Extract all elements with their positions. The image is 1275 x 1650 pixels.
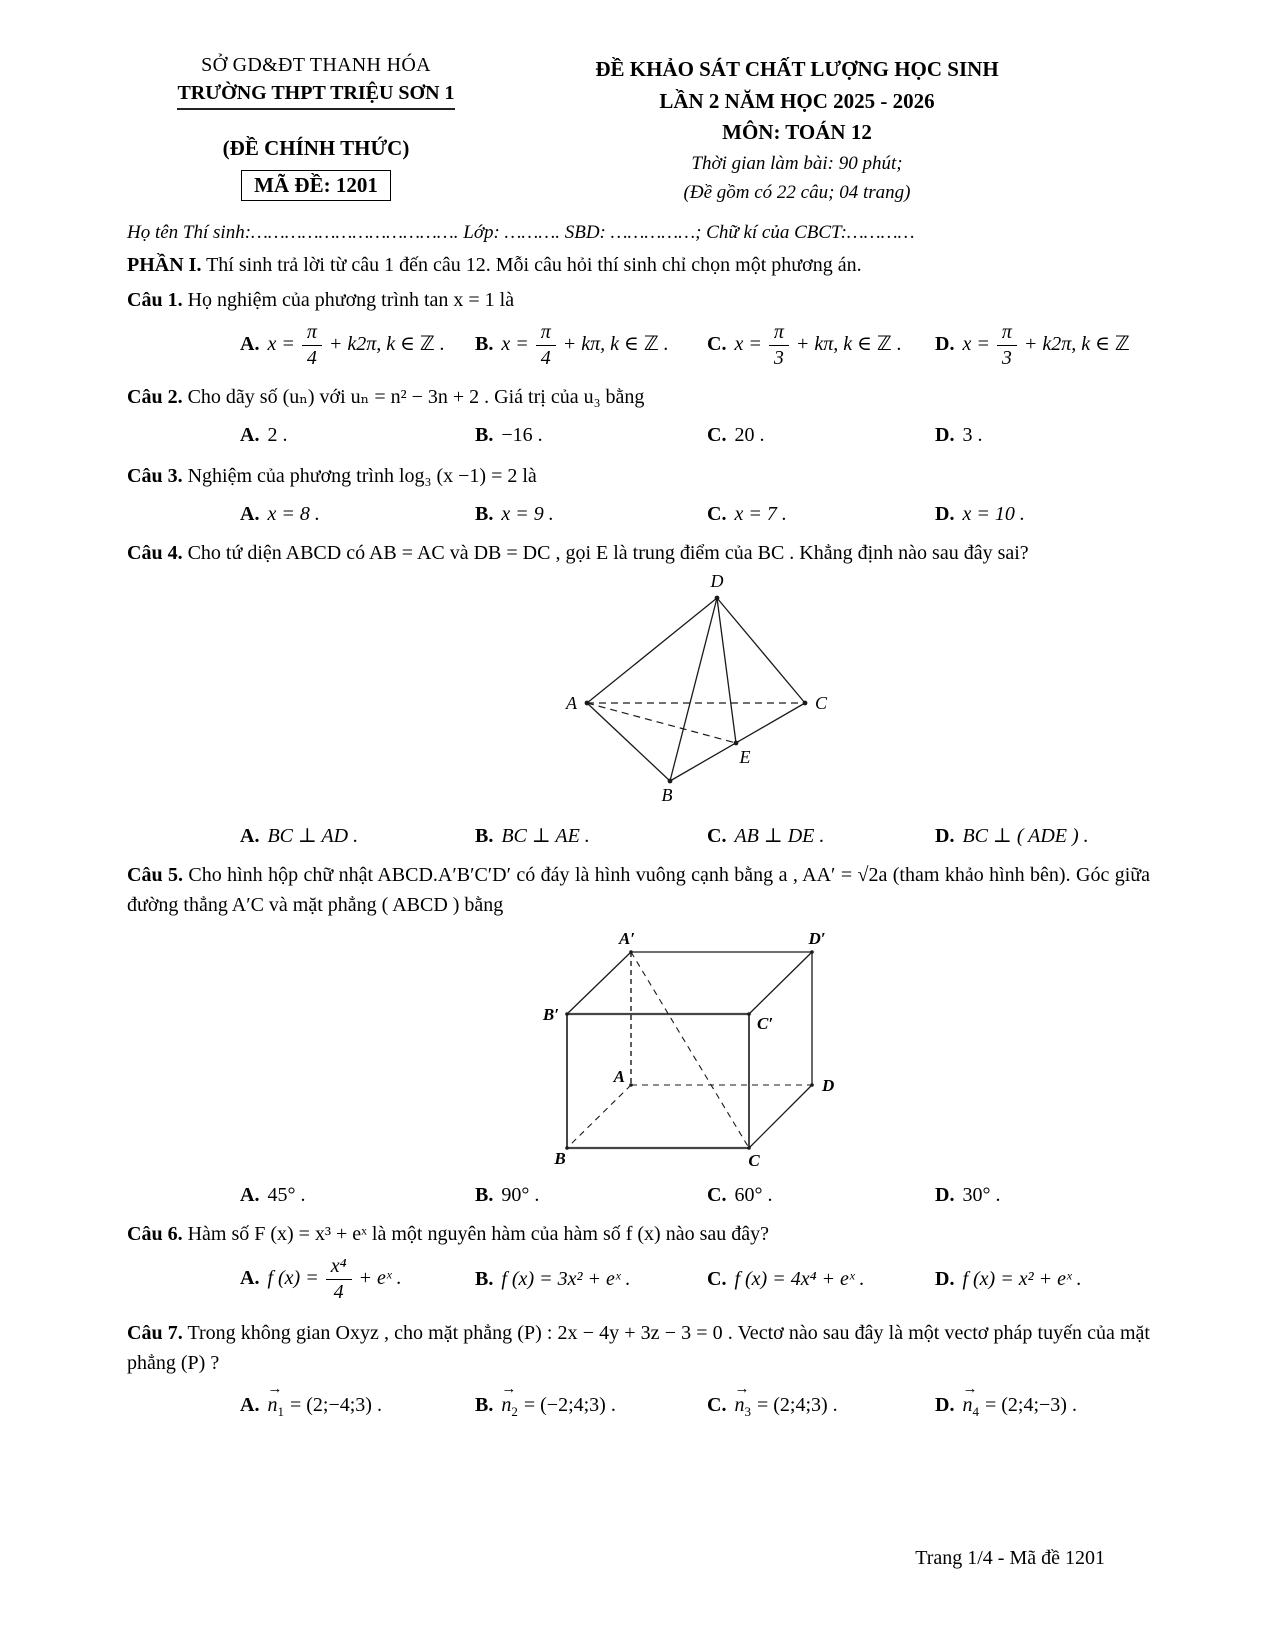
vertex-label-a: A	[566, 693, 577, 714]
question-5	[127, 860, 1150, 920]
question-4-text: Cho tứ diện ABCD có AB = AC và DB = DC , gọi E là trung điểm của BC . Khẳng định nào sau đây sai?	[182, 542, 1029, 565]
question-4	[127, 538, 1150, 568]
option-3d: D. x = 10 .	[935, 503, 1025, 526]
fraction: $\frac{\text{x⁴}}{4}$	[326, 1255, 352, 1304]
option-4b: B. BC ⊥ AE .	[475, 825, 590, 848]
option-5c: C. 60° .	[707, 1184, 773, 1207]
box-figure	[527, 932, 1150, 1170]
question-3-options	[240, 503, 1150, 526]
option-2b: B. −16 .	[475, 424, 543, 447]
page-footer: Trang 1/4 - Mã đề 1201	[915, 1547, 1105, 1569]
question-6-options	[240, 1253, 1150, 1306]
tetrahedron-edges	[587, 598, 805, 781]
option-1d: D. x = $\frac{\pi}{3}$ + k2π, k ∈ ℤ	[935, 321, 1130, 370]
vector-arrow-icon: →	[501, 1381, 516, 1398]
option-1c: C. x = $\frac{\pi}{3}$ + kπ, k ∈ ℤ .	[707, 321, 902, 370]
exam-page-note: (Đề gồm có 22 câu; 04 trang)	[683, 181, 911, 203]
question-4-options	[240, 823, 1150, 848]
part1-label: PHẦN I.	[127, 254, 202, 277]
option-3c: C. x = 7 .	[707, 503, 787, 526]
box-edges	[567, 952, 812, 1148]
vertex-label-d-prime: D′	[808, 932, 826, 949]
question-7-text: Trong không gian Oxyz , cho mặt phẳng (P) : 2x − 4y + 3z − 3 = 0 . Vectơ nào sau đây là một vectơ pháp tuyến của mặt phẳng (P) ?	[127, 1322, 1150, 1375]
question-5-text: Cho hình hộp chữ nhật ABCD.A′B′C′D′ có đáy là hình vuông cạnh bằng a , AA′ = √2a (tham khảo hình bên). Góc giữa đường thẳng A′C và mặt phẳng ( ABCD ) bằng	[127, 864, 1150, 917]
vector-symbol: → $n_3$	[734, 1381, 751, 1420]
header	[127, 54, 1150, 207]
school-name: TRƯỜNG THPT TRIỆU SƠN 1	[127, 82, 505, 110]
question-3-text: Nghiệm của phương trình log₃ (x −1) = 2 là	[182, 465, 537, 488]
question-6	[127, 1219, 1150, 1249]
option-2c: C. 20 .	[707, 424, 765, 447]
option-5a: A. 45° .	[240, 1184, 306, 1207]
question-5-options	[240, 1184, 1150, 1207]
student-info-line: Họ tên Thí sinh:………………………………. Lớp: ………. SBD: ……………; Chữ kí của CBCT:…………	[127, 222, 915, 244]
header-left	[127, 54, 505, 207]
vertex-label-c: C	[815, 693, 828, 714]
option-7d: D. → $n_4$ = (2;4;−3) .	[935, 1381, 1077, 1420]
question-1	[127, 285, 1150, 315]
tetrahedron-vertex-dots	[585, 596, 808, 784]
vertex-label-d: D	[710, 571, 724, 592]
vector-symbol: → $n_4$	[962, 1381, 979, 1420]
vertex-label-b: B	[554, 1149, 566, 1169]
option-3a: A. x = 8 .	[240, 503, 320, 526]
option-1a: A. x = $\frac{\pi}{4}$ + k2π, k ∈ ℤ .	[240, 321, 445, 370]
option-7a: A. → $n_1$ = (2;−4;3) .	[240, 1381, 382, 1420]
vertex-label-a-prime: A′	[618, 932, 636, 949]
vertex-label-a: A	[613, 1067, 625, 1087]
option-6a: A. f (x) = $\frac{\text{x⁴}}{4}$ + eˣ .	[240, 1255, 402, 1304]
exam-title-line1: ĐỀ KHẢO SÁT CHẤT LƯỢNG HỌC SINH	[595, 57, 999, 81]
vector-symbol: → $n_1$	[267, 1381, 284, 1420]
vertex-label-d: D	[822, 1076, 835, 1096]
question-1-label: Câu 1.	[127, 289, 183, 312]
vertex-label-c-prime: C′	[757, 1014, 774, 1034]
part1-heading: PHẦN I. Thí sinh trả lời từ câu 1 đến câu 12. Mỗi câu hỏi thí sinh chỉ chọn một phương án.	[127, 254, 862, 277]
option-5d: D. 30° .	[935, 1184, 1001, 1207]
option-3b: B. x = 9 .	[475, 503, 554, 526]
vector-arrow-icon: →	[267, 1381, 282, 1398]
exam-code-box: MÃ ĐỀ: 1201	[241, 170, 391, 201]
vector-arrow-icon: →	[734, 1381, 749, 1398]
vertex-label-b: B	[661, 785, 673, 806]
department-name: SỞ GD&ĐT THANH HÓA	[201, 54, 431, 76]
option-5b: B. 90° .	[475, 1184, 540, 1207]
question-2	[127, 382, 1150, 412]
vertex-label-c: C	[748, 1151, 760, 1171]
option-6d: D. f (x) = x² + eˣ .	[935, 1268, 1082, 1291]
option-4d: D. BC ⊥ ( ADE ) .	[935, 825, 1089, 848]
question-3-label: Câu 3.	[127, 465, 183, 488]
question-5-label: Câu 5.	[127, 864, 183, 887]
option-1b: B. x = $\frac{\pi}{4}$ + kπ, k ∈ ℤ .	[475, 321, 669, 370]
fraction: $\frac{\pi}{4}$	[536, 321, 556, 370]
question-4-label: Câu 4.	[127, 542, 183, 565]
option-6c: C. f (x) = 4x⁴ + eˣ .	[707, 1268, 865, 1291]
vector-symbol: → $n_2$	[501, 1381, 518, 1420]
question-2-options	[240, 424, 1150, 447]
question-2-label: Câu 2.	[127, 386, 183, 409]
question-3	[127, 461, 1150, 491]
fraction: $\frac{\pi}{3}$	[997, 321, 1017, 370]
vertex-label-e: E	[739, 747, 751, 768]
tetrahedron-figure	[547, 570, 1150, 817]
exam-duration: Thời gian làm bài: 90 phút;	[691, 152, 903, 174]
vertex-label-b-prime: B′	[542, 1005, 559, 1025]
question-7-options	[240, 1381, 1150, 1420]
header-right	[505, 54, 1089, 207]
question-6-label: Câu 6.	[127, 1223, 183, 1246]
official-exam-label: (ĐỀ CHÍNH THỨC)	[222, 136, 410, 160]
vector-arrow-icon: →	[962, 1381, 977, 1398]
fraction: $\frac{\pi}{3}$	[769, 321, 789, 370]
question-1-text: Họ nghiệm của phương trình tan x = 1 là	[182, 289, 515, 312]
question-6-text: Hàm số F (x) = x³ + eˣ là một nguyên hàm của hàm số f (x) nào sau đây?	[182, 1223, 769, 1246]
option-6b: B. f (x) = 3x² + eˣ .	[475, 1268, 631, 1291]
option-7b: B. → $n_2$ = (−2;4;3) .	[475, 1381, 616, 1420]
option-2a: A. 2 .	[240, 424, 288, 447]
question-1-options	[240, 319, 1150, 372]
option-4c: C. AB ⊥ DE .	[707, 825, 825, 848]
option-7c: C. → $n_3$ = (2;4;3) .	[707, 1381, 838, 1420]
question-2-text: Cho dãy số (uₙ) với uₙ = n² − 3n + 2 . Giá trị của u₃ bằng	[182, 386, 645, 409]
fraction: $\frac{\pi}{4}$	[302, 321, 322, 370]
question-7-label: Câu 7.	[127, 1322, 183, 1345]
exam-title-line2: LẦN 2 NĂM HỌC 2025 - 2026	[659, 88, 935, 113]
question-7	[127, 1318, 1150, 1378]
option-4a: A. BC ⊥ AD .	[240, 825, 359, 848]
option-2d: D. 3 .	[935, 424, 983, 447]
exam-subject: MÔN: TOÁN 12	[722, 120, 872, 144]
